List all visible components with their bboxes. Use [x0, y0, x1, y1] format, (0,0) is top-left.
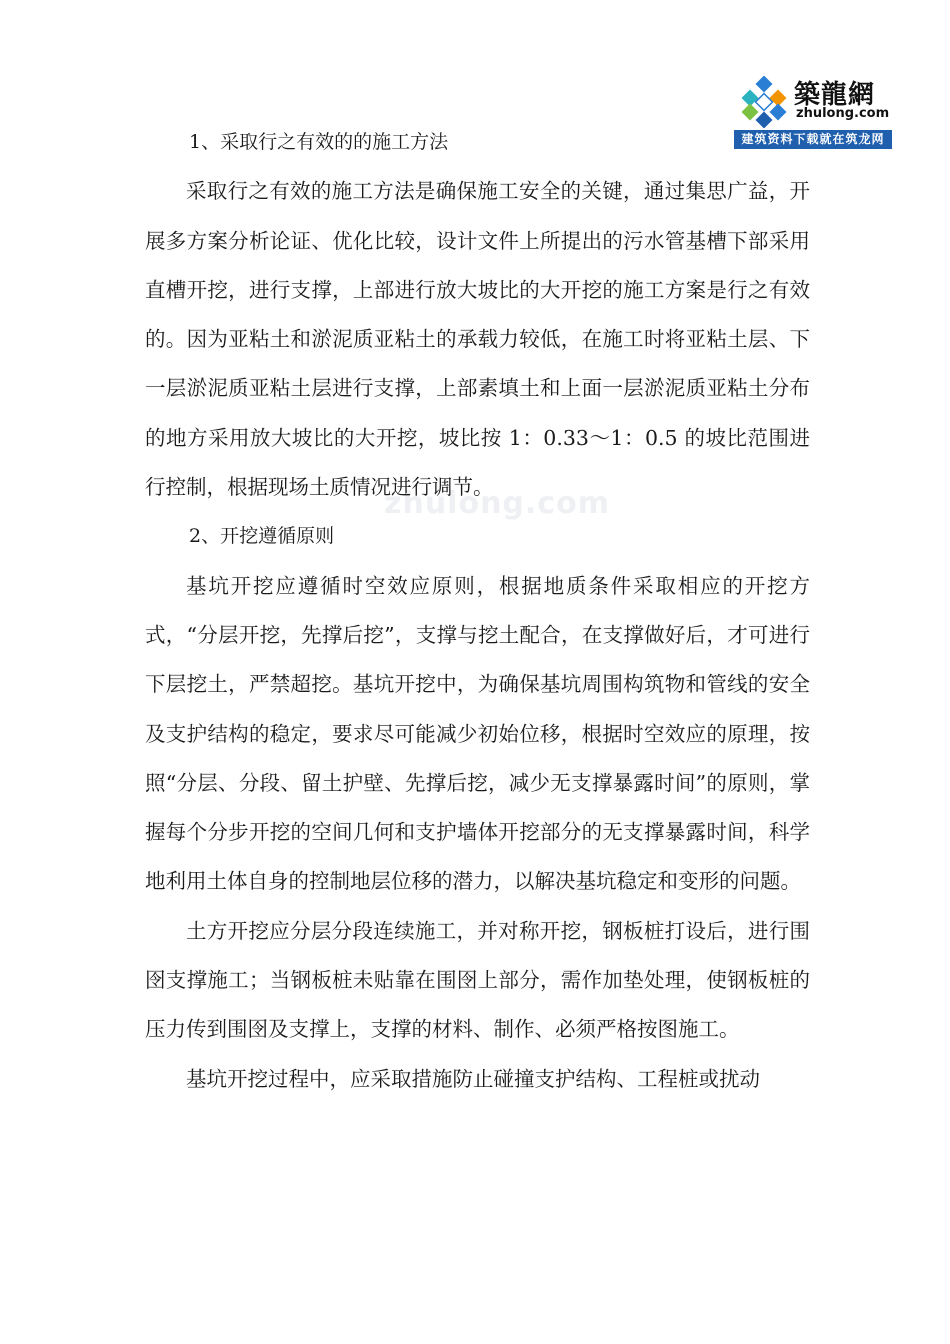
watermark: zhulong.com — [384, 486, 610, 521]
section-heading-1: 1、采取行之有效的的施工方法 — [189, 131, 449, 153]
logo-chinese-name: 築龍網 — [794, 80, 876, 110]
section-heading-2: 2、开挖遵循原则 — [189, 525, 335, 548]
logo-domain: zhulong.com — [796, 106, 890, 121]
paragraph: 土方开挖应分层分段连续施工，并对称开挖，钢板桩打设后，进行围囹支撑施工；当钢板桩未贴靠在围囹上部分，需作加垫处理，使钢板桩的压力传到围囹及支撑上，支撑的材料、制作、必须严格按图施工。 — [145, 918, 810, 1042]
paragraph: 基坑开挖过程中，应采取措施防止碰撞支护结构、工程桩或扰动 — [186, 1066, 760, 1091]
paragraph: 基坑开挖应遵循时空效应原则，根据地质条件采取相应的开挖方式，“分层开挖，先撑后挖”，支撑与挖土配合，在支撑做好后，才可进行下层挖土，严禁超挖。基坑开挖中，为确保基坑周围构筑物和管线的安全及支护结构的稳定，要求尽可能减少初始位移，根据时空效应的原理，按照“分层、分段、留土护壁、先撑后挖，减少无支撑暴露时间”的原则，掌握每个分步开挖的空间几何和支护墙体开挖部分的无支撑暴露时间，科学地利用土体自身的控制地层位移的潜力，以解决基坑稳定和变形的问题。 — [145, 573, 810, 894]
logo-slogan: 建筑资料下载就在筑龙网 — [734, 130, 892, 149]
document-body — [145, 118, 810, 1104]
paragraph: 采取行之有效的施工方法是确保施工安全的关键，通过集思广益，开展多方案分析论证、优化比较，设计文件上所提出的污水管基槽下部采用直槽开挖，进行支撑，上部进行放大坡比的大开挖的施工方案是行之有效的。因为亚粘土和淤泥质亚粘土的承载力较低，在施工时将亚粘土层、下一层淤泥质亚粘土层进行支撑，上部素填土和上面一层淤泥质亚粘土分布的地方采用放大坡比的大开挖，坡比按 1：0.33～1：0.5 的坡比范围进行控制，根据现场土质情况进行调节。 — [145, 179, 810, 500]
